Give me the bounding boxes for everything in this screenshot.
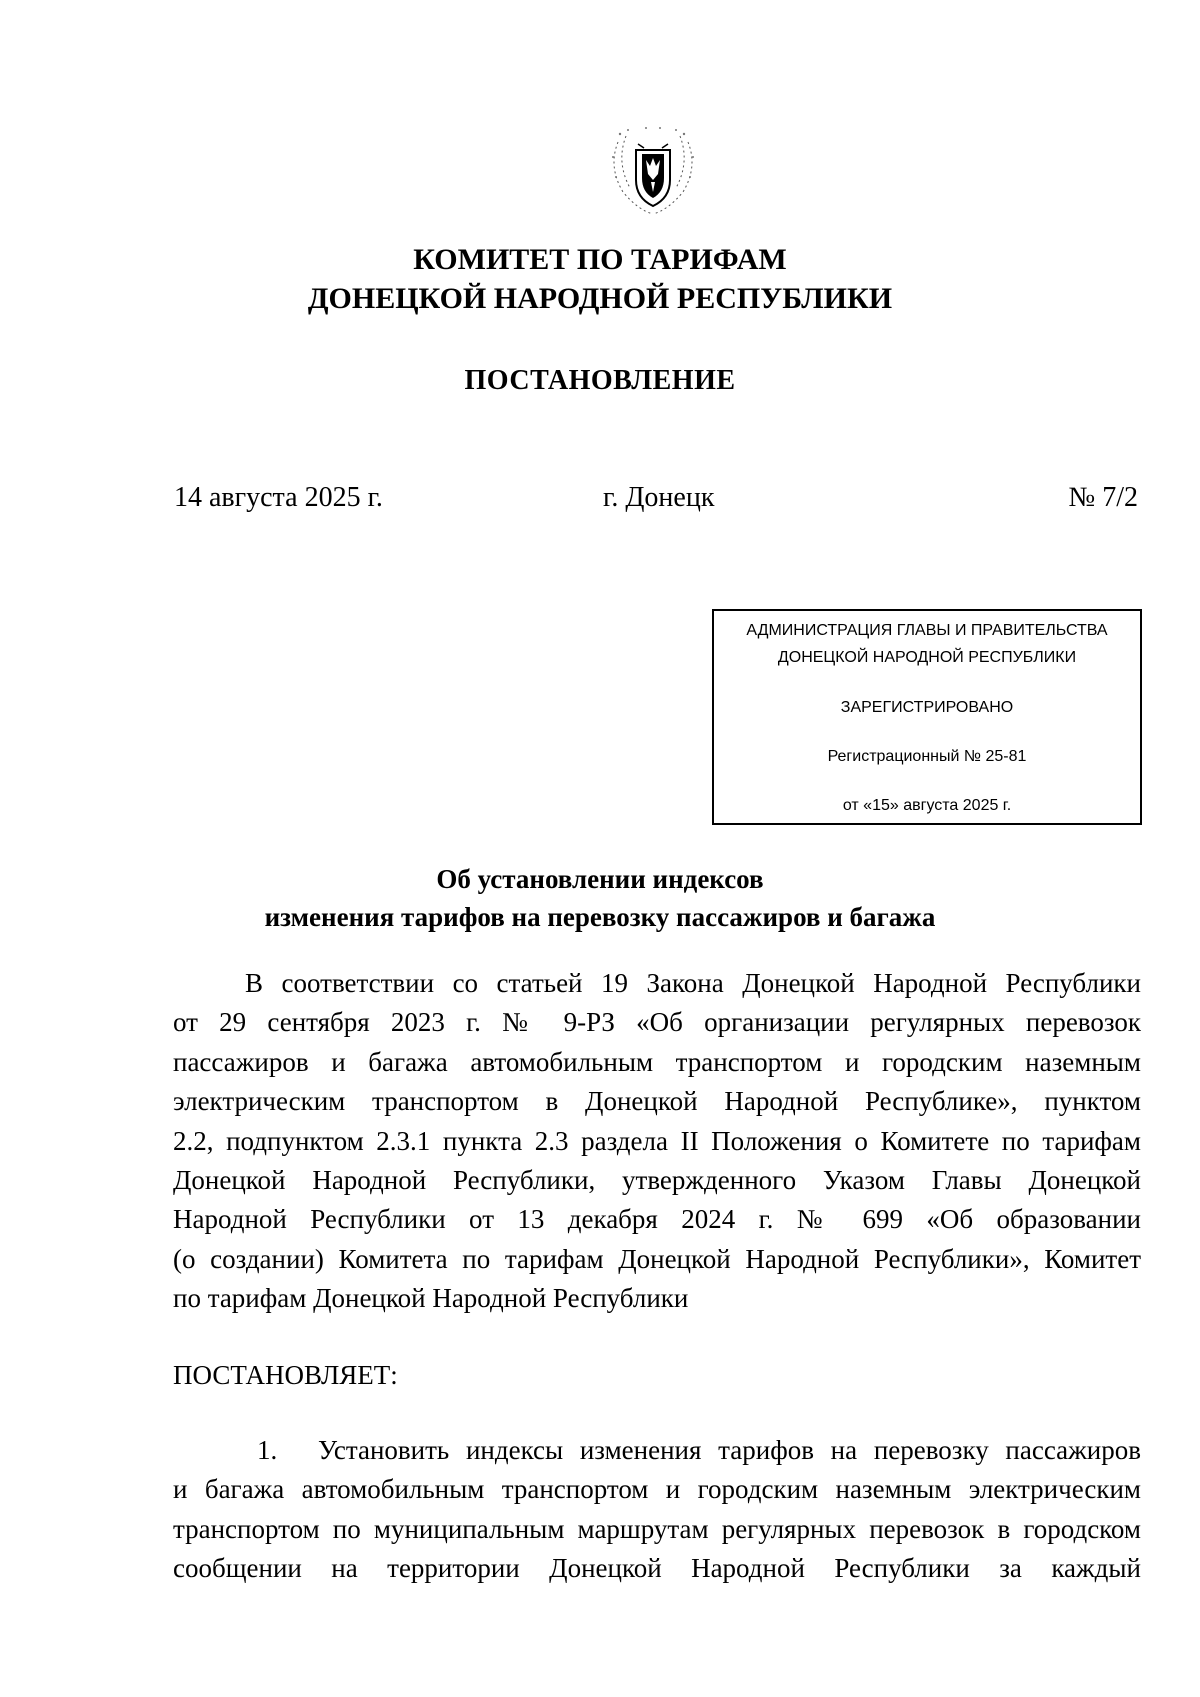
item-first-line [173,1431,1141,1470]
coat-of-arms-icon [598,122,708,222]
preamble-paragraph [173,964,1141,1319]
resolves-heading: ПОСТАНОВЛЯЕТ: [173,1360,398,1390]
item-line: сообщении на территории Донецкой Народной Республики за каждый [173,1553,1141,1584]
preamble-line: Донецкой Народной Республики, утвержденного Указом Главы Донецкой [173,1164,1141,1195]
subject-line1: Об установлении индексов [436,864,764,894]
document-number: № 7/2 [1068,482,1138,513]
preamble-line: В соответствии со статьей 19 Закона Донецкой Народной Республики [245,968,1141,998]
item-line: Установить индексы изменения тарифов на перевозку пассажиров [318,1435,1141,1465]
preamble-line: (о создании) Комитета по тарифам Донецкой Народной Республики», Комитет [173,1243,1141,1274]
preamble-line: 2.2, подпунктом 2.3.1 пункта 2.3 раздела II Положения о Комитете по тарифам [173,1125,1141,1156]
preamble-line: от 29 сентября 2023 г. № 9-РЗ «Об организации регулярных перевозок [173,1007,1141,1038]
stamp-reg-date: от «15» августа 2025 г. [842,797,1012,814]
stamp-line2: ДОНЕЦКОЙ НАРОДНОЙ РЕСПУБЛИКИ [777,649,1077,666]
stamp-reg-number: Регистрационный № 25-81 [827,748,1027,765]
preamble-line: по тарифам Донецкой Народной Республики [173,1283,689,1314]
document-date: 14 августа 2025 г. [174,482,383,513]
stamp-status: ЗАРЕГИСТРИРОВАНО [840,699,1014,716]
document-city: г. Донецк [603,482,715,513]
resolution-item [173,1431,1141,1589]
preamble-line: пассажиров и багажа автомобильным транспортом и городским наземным [173,1046,1141,1077]
stamp-line1: АДМИНИСТРАЦИЯ ГЛАВЫ И ПРАВИТЕЛЬСТВА [746,622,1108,639]
item-line: транспортом по муниципальным маршрутам регулярных перевозок в городском [173,1513,1141,1544]
subject-line2: изменения тарифов на перевозку пассажиров и багажа [264,902,936,932]
org-title-line2: ДОНЕЦКОЙ НАРОДНОЙ РЕСПУБЛИКИ [307,282,893,315]
preamble-line: электрическим транспортом в Донецкой Народной Республике», пунктом [173,1086,1141,1117]
preamble-line: Народной Республики от 13 декабря 2024 г. № 699 «Об образовании [173,1204,1141,1235]
registration-stamp [712,609,1142,825]
document-type: ПОСТАНОВЛЕНИЕ [464,365,736,396]
item-number: 1. [257,1435,278,1465]
org-title-line1: КОМИТЕТ ПО ТАРИФАМ [413,243,787,276]
item-line: и багажа автомобильным транспортом и городским наземным электрическим [173,1474,1141,1505]
